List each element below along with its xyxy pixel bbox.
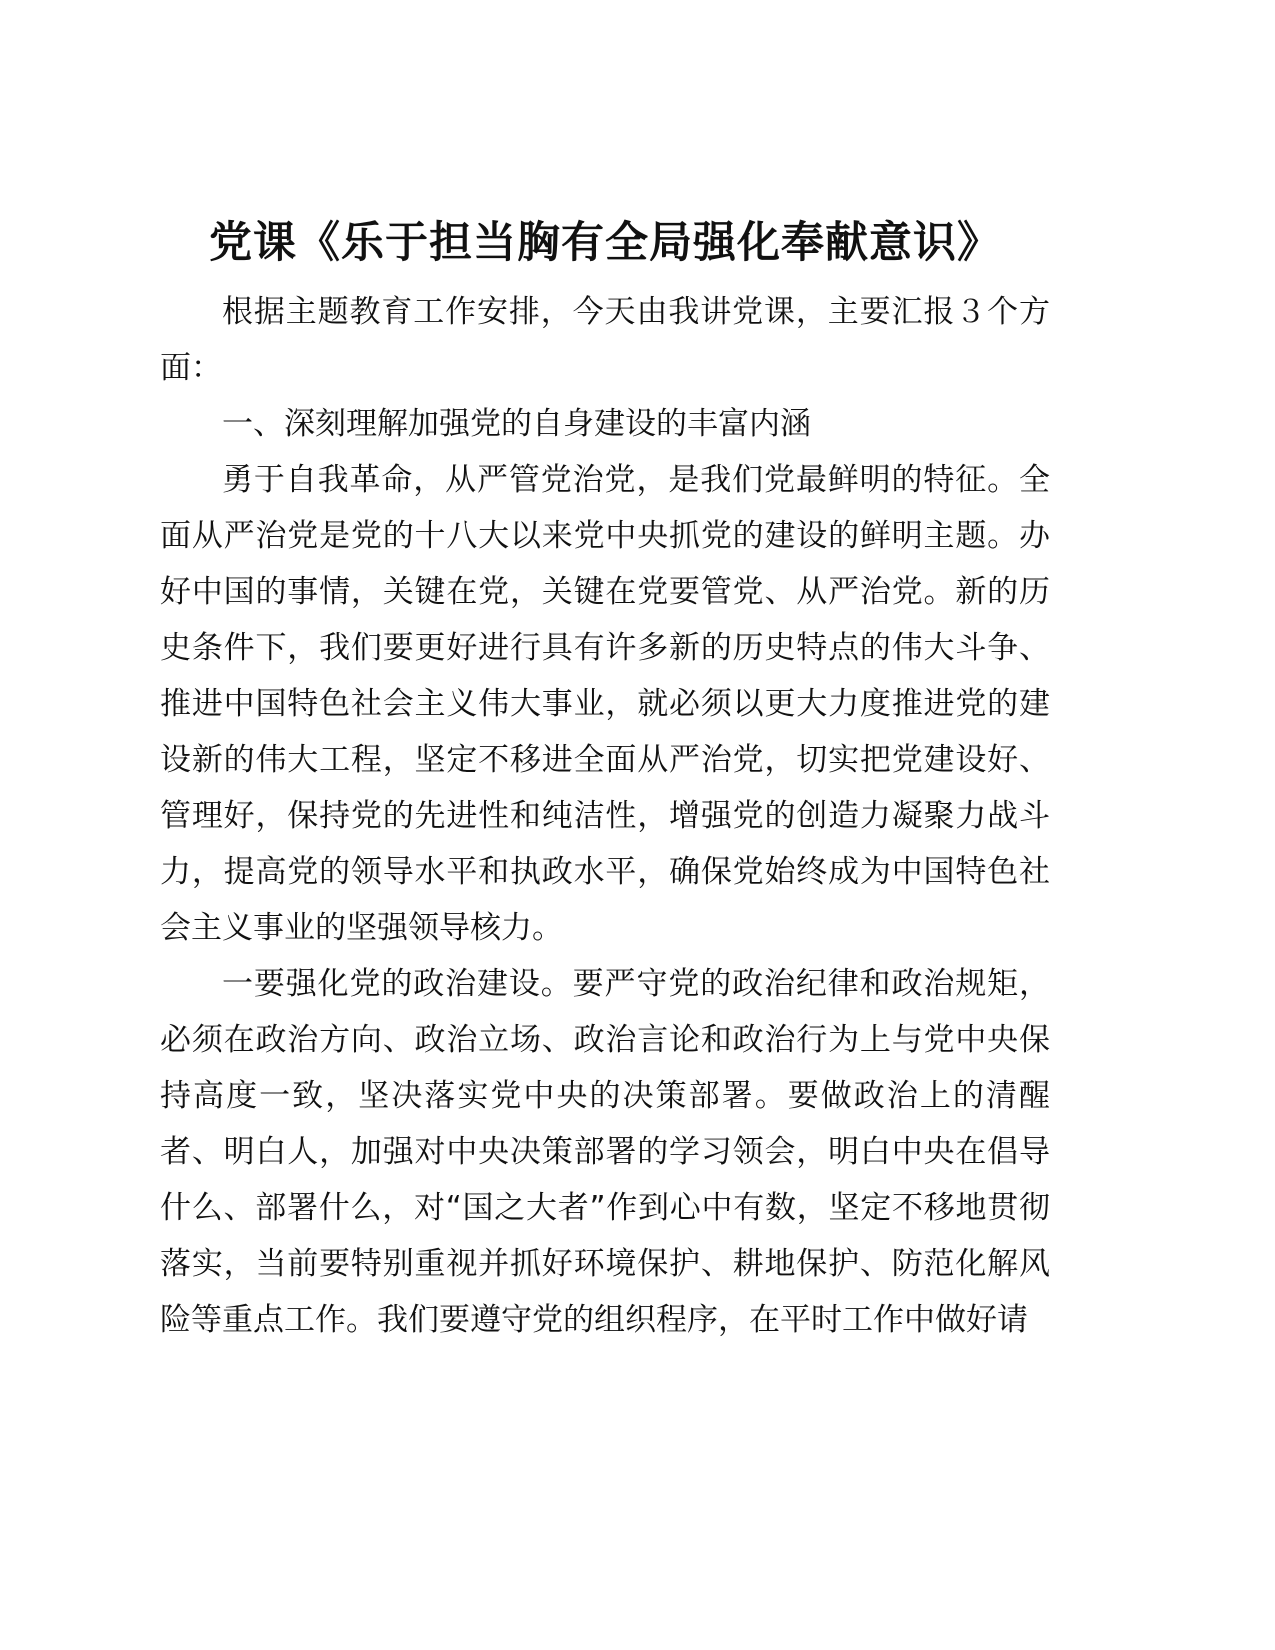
document-title: 党课《乐于担当胸有全局强化奉献意识》 — [209, 218, 1001, 268]
document-page — [160, 212, 1050, 1348]
section-heading: 一、深刻理解加强党的自身建设的丰富内涵 — [222, 406, 811, 442]
body-paragraph: 一要强化党的政治建设。要严守党的政治纪律和政治规矩，必须在政治方向、政治立场、政治言论和政治行为上与党中央保持高度一致，坚决落实党中央的决策部署。要做政治上的清醒者、明白人，加强对中央决策部署的学习领会，明白中央在倡导什么、部署什么，对“国之大者”作到心中有数，坚定不移地贯彻落实，当前要特别重视并抓好环境保护、耕地保护、防范化解风险等重点工作。我们要遵守党的组织程序，在平时工作中做好请 — [160, 966, 1050, 1338]
intro-paragraph: 根据主题教育工作安排，今天由我讲党课，主要汇报３个方面： — [160, 294, 1050, 386]
body-paragraph: 勇于自我革命，从严管党治党，是我们党最鲜明的特征。全面从严治党是党的十八大以来党中央抓党的建设的鲜明主题。办好中国的事情，关键在党，关键在党要管党、从严治党。新的历史条件下，我们要更好进行具有许多新的历史特点的伟大斗争、推进中国特色社会主义伟大事业，就必须以更大力度推进党的建设新的伟大工程，坚定不移进全面从严治党，切实把党建设好、管理好，保持党的先进性和纯洁性，增强党的创造力凝聚力战斗力，提高党的领导水平和执政水平，确保党始终成为中国特色社会主义事业的坚强领导核力。 — [160, 462, 1050, 946]
